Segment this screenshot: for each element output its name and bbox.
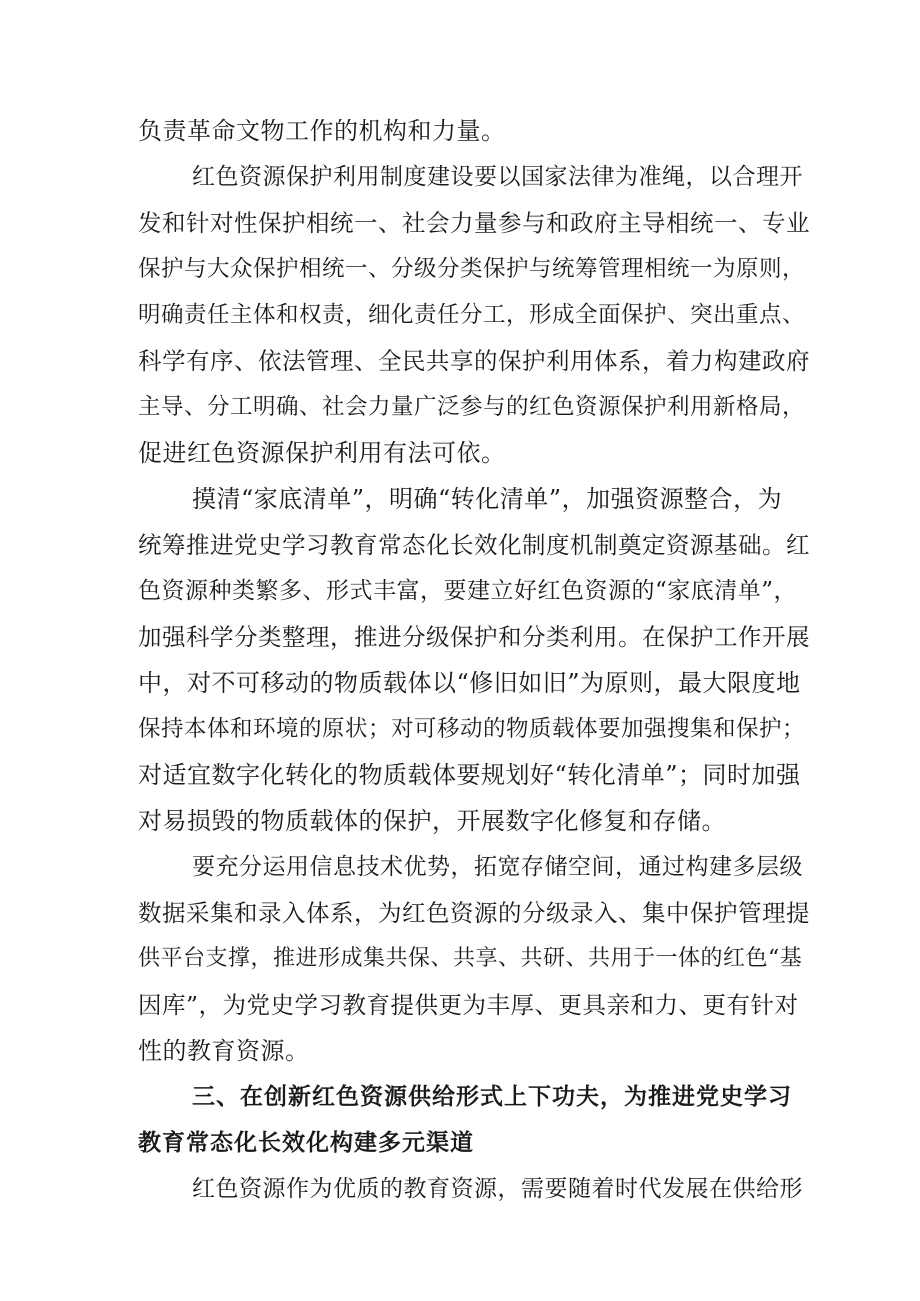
text-line: 对适宜数字化转化的物质载体要规划好“转化清单”；同时加强 bbox=[138, 761, 801, 789]
paragraph-first-line: 摸清“家底清单”，明确“转化清单”，加强资源整合，为 bbox=[192, 485, 783, 513]
text-line: 供平台支撑，推进形成集共保、共享、共研、共用于一体的红色“基 bbox=[138, 946, 803, 971]
paragraph-first-line: 红色资源保护利用制度建设要以国家法律为准绳，以合理开 bbox=[192, 164, 803, 190]
text-line: 负责革命文物工作的机构和力量。 bbox=[138, 117, 506, 145]
text-line: 科学有序、依法管理、全民共享的保护利用体系，着力构建政府 bbox=[138, 347, 810, 375]
text-line: 对易损毁的物质载体的保护，开展数字化修复和存储。 bbox=[138, 807, 726, 835]
text-line: 性的教育资源。 bbox=[138, 1037, 310, 1065]
text-line: 因库”，为党史学习教育提供更为丰厚、更具亲和力、更有针对 bbox=[138, 991, 799, 1019]
text-line: 统筹推进党史学习教育常态化长效化制度机制奠定资源基础。红 bbox=[138, 531, 810, 559]
text-line: 保护与大众保护相统一、分级分类保护与统筹管理相统一为原则， bbox=[138, 256, 806, 282]
paragraph-first-line: 要充分运用信息技术优势，拓宽存储空间，通过构建多层级 bbox=[192, 854, 803, 880]
text-line: 发和针对性保护相统一、社会力量参与和政府主导相统一、专业 bbox=[138, 209, 810, 237]
document-body bbox=[138, 108, 810, 1212]
text-line: 主导、分工明确、社会力量广泛参与的红色资源保护利用新格局， bbox=[138, 394, 806, 420]
text-line: 明确责任主体和权责，细化责任分工，形成全面保护、突出重点、 bbox=[138, 302, 806, 328]
text-line: 加强科学分类整理，推进分级保护和分类利用。在保护工作开展 bbox=[138, 623, 810, 651]
text-line: 数据采集和录入体系，为红色资源的分级录入、集中保护管理提 bbox=[138, 899, 810, 927]
section-heading: 三、在创新红色资源供给形式上下功夫，为推进党史学习 bbox=[192, 1084, 792, 1110]
paragraph-first-line: 红色资源作为优质的教育资源，需要随着时代发展在供给形 bbox=[192, 1176, 803, 1202]
section-heading-continued: 教育常态化长效化构建多元渠道 bbox=[138, 1130, 474, 1156]
text-line: 中，对不可移动的物质载体以“修旧如旧”为原则，最大限度地 bbox=[138, 669, 801, 697]
text-line: 保持本体和环境的原状；对可移动的物质载体要加强搜集和保护； bbox=[138, 716, 806, 742]
text-line: 色资源种类繁多、形式丰富，要建立好红色资源的“家底清单”， bbox=[138, 578, 798, 604]
text-line: 促进红色资源保护利用有法可依。 bbox=[138, 439, 506, 467]
